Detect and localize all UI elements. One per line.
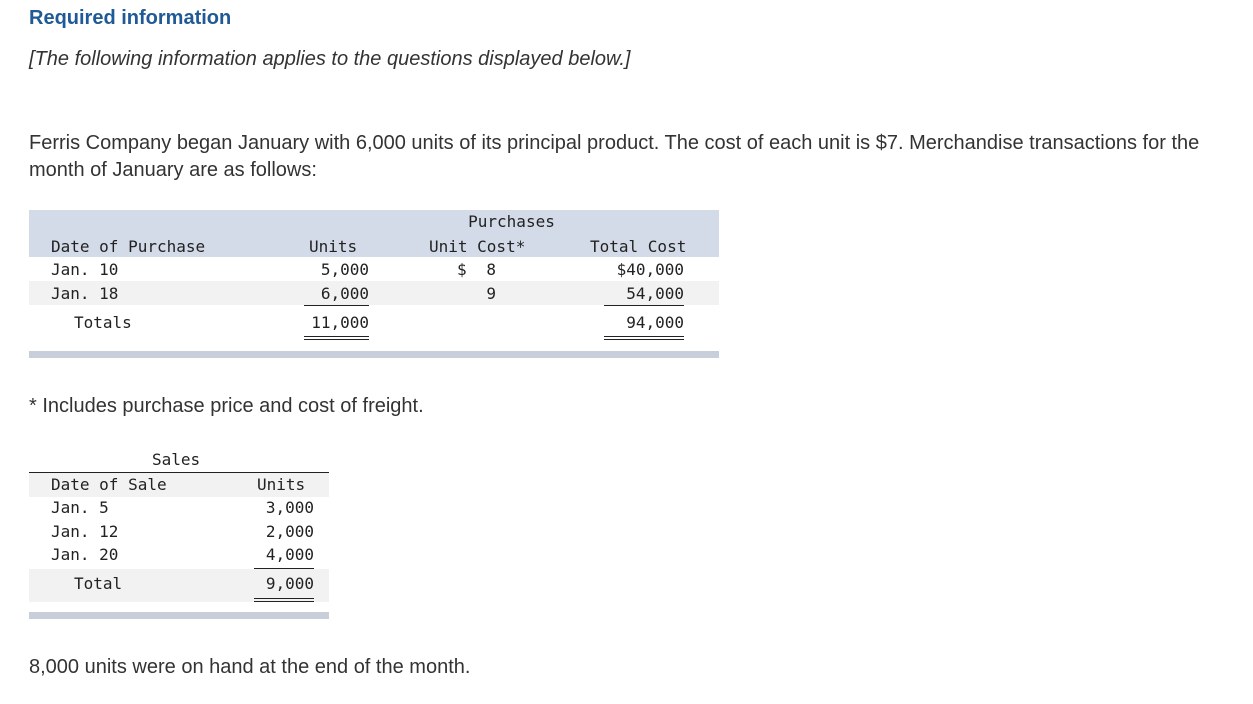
info-note: [The following information applies to the questions displayed below.] [29,48,631,70]
col-sales-units: Units [257,475,306,494]
sale-date: Jan. 12 [51,522,119,541]
sales-total-double-rule [254,598,314,602]
sale-units: 3,000 [265,498,314,517]
purchases-totals-cost: 94,000 [626,313,684,332]
sale-units: 4,000 [265,545,314,564]
col-total-cost: Total Cost [590,237,687,256]
col-unit-cost: Unit Cost* [429,237,526,256]
intro-paragraph: Ferris Company began January with 6,000 units of its principal product. The cost of each unit is $7. Merchandise transactions for the month of January are as follows: [29,132,1200,181]
sales-table [29,448,329,620]
col-date-of-sale: Date of Sale [51,475,167,494]
purchase-total-cost: 54,000 [626,284,684,303]
purchases-bottom-bar [29,351,719,358]
section-heading: Required information [29,7,232,29]
purchase-unit-cost-sign: $ [457,260,467,279]
closing-note: 8,000 units were on hand at the end of the month. [29,656,471,678]
sale-units: 2,000 [265,522,314,541]
purchase-total-cost: $40,000 [616,260,684,279]
sales-total-label: Total [74,574,123,593]
purchase-date: Jan. 10 [51,260,119,279]
sales-total-units: 9,000 [265,574,314,593]
purchases-totals-label: Totals [74,313,132,332]
sale-date: Jan. 5 [51,498,109,517]
purchases-group-header: Purchases [468,212,555,231]
purchase-units: 5,000 [320,260,369,279]
units-total-double-rule [304,336,369,340]
purchase-date: Jan. 18 [51,284,119,303]
col-units: Units [309,237,358,256]
purchases-totals-units: 11,000 [311,313,369,332]
purchase-unit-cost: 9 [486,284,496,303]
footnote: * Includes purchase price and cost of freight. [29,395,424,417]
sales-bottom-bar [29,612,329,619]
sale-date: Jan. 20 [51,545,119,564]
purchase-unit-cost: 8 [486,260,496,279]
sales-subtotal-rule [254,568,314,569]
units-subtotal-rule [304,305,369,306]
cost-subtotal-rule [604,305,684,306]
col-date-of-purchase: Date of Purchase [51,237,206,256]
purchases-table [29,210,719,358]
sales-group-header: Sales [152,450,201,469]
cost-total-double-rule [604,336,684,340]
purchase-units: 6,000 [320,284,369,303]
